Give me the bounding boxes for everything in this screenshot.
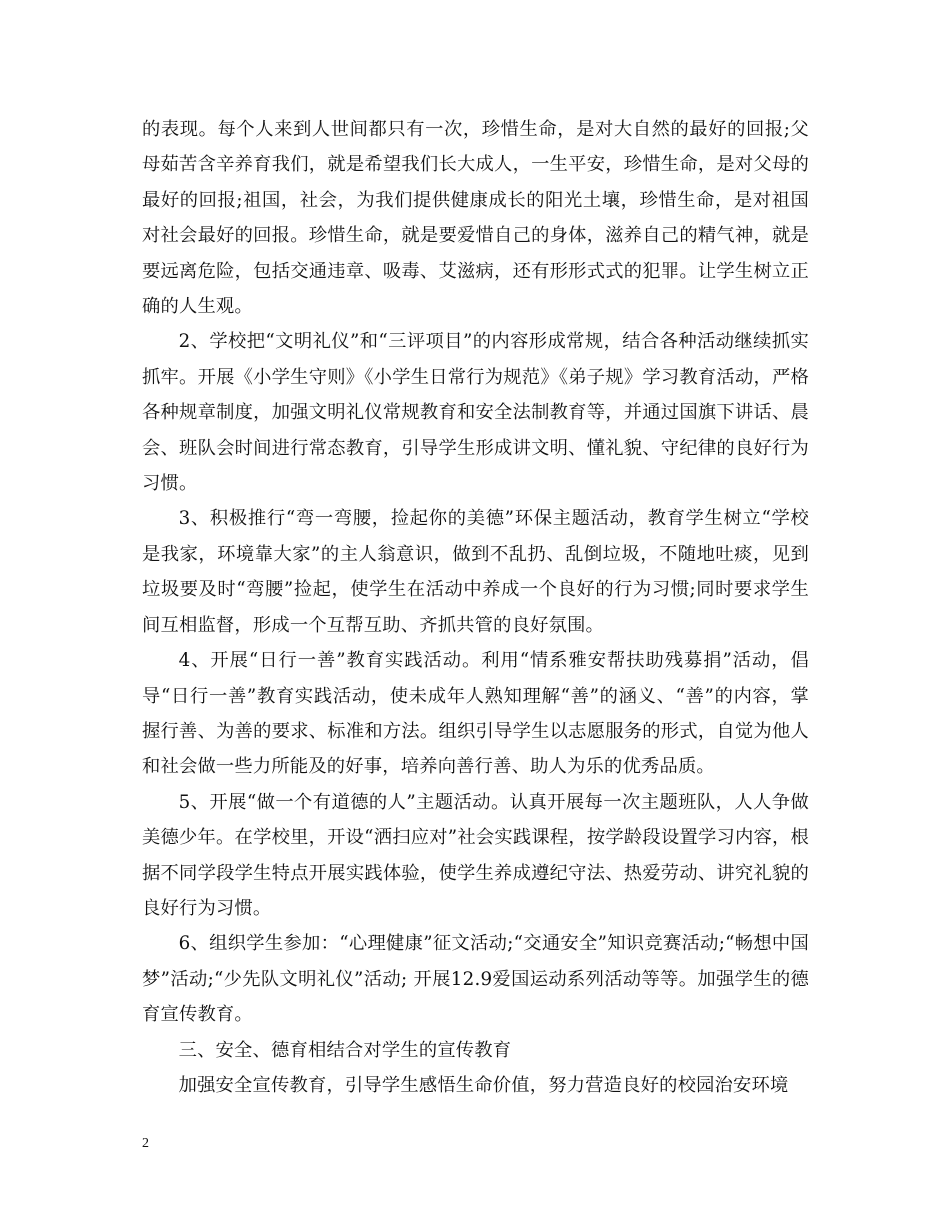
page-number: 2 xyxy=(142,1136,149,1151)
paragraph-4: 4、开展“日行一善”教育实践活动。利用“情系雅安帮扶助残募捐”活动，倡导“日行一善”教育实践活动，使未成年人熟知理解“善”的涵义、“善”的内容，掌握行善、为善的要求、标准和方法。组织引导学生以志愿服务的形式，自觉为他人和社会做一些力所能及的好事，培养向善行善、助人为乐的优秀品质。 xyxy=(142,650,809,778)
paragraph-5: 5、开展“做一个有道德的人”主题活动。认真开展每一次主题班队，人人争做美德少年。在学校里，开设“洒扫应对”社会实践课程，按学龄段设置学习内容，根据不同学段学生特点开展实践体验，使学生养成遵纪守法、热爱劳动、讲究礼貌的良好行为习惯。 xyxy=(142,791,809,919)
paragraph-2: 2、学校把“文明礼仪”和“三评项目”的内容形成常规，结合各种活动继续抓实抓牢。开展《小学生守则》《小学生日常行为规范》《弟子规》学习教育活动，严格各种规章制度，加强文明礼仪常规教育和安全法制教育等，并通过国旗下讲话、晨会、班队会时间进行常态教育，引导学生形成讲文明、懂礼貌、守纪律的良好行为习惯。 xyxy=(142,331,809,495)
paragraph-1: 的表现。每个人来到人世间都只有一次，珍惜生命，是对大自然的最好的回报;父母茹苦含辛养育我们，就是希望我们长大成人，一生平安，珍惜生命，是对父母的最好的回报;祖国，社会，为我们提供健康成长的阳光土壤，珍惜生命，是对祖国对社会最好的回报。珍惜生命，就是要爱惜自己的身体，滋养自己的精气神，就是要远离危险，包括交通违章、吸毒、艾滋病，还有形形式式的犯罪。让学生树立正确的人生观。 xyxy=(142,119,809,318)
section-heading: 三、安全、德育相结合对学生的宣传教育 xyxy=(178,1039,512,1061)
paragraph-7: 加强安全宣传教育，引导学生感悟生命价值，努力营造良好的校园治安环境 xyxy=(178,1074,789,1096)
document-body xyxy=(142,112,809,1103)
paragraph-6: 6、组织学生参加：“心理健康”征文活动;“交通安全”知识竞赛活动;“畅想中国梦”活动;“少先队文明礼仪”活动; 开展12.9爱国运动系列活动等等。加强学生的德育宣传教育。 xyxy=(142,933,809,1026)
paragraph-3: 3、积极推行“弯一弯腰，捡起你的美德”环保主题活动，教育学生树立“学校是我家，环境靠大家”的主人翁意识，做到不乱扔、乱倒垃圾，不随地吐痰，见到垃圾要及时“弯腰”捡起，使学生在活动中养成一个良好的行为习惯;同时要求学生间互相监督，形成一个互帮互助、齐抓共管的良好氛围。 xyxy=(142,508,809,636)
